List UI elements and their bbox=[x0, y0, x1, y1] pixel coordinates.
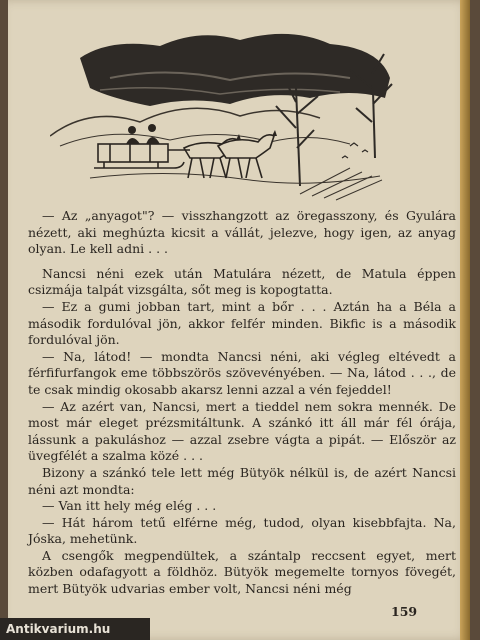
watermark-label: Antikvarium.hu bbox=[0, 618, 150, 640]
paragraph: A csengők megpendültek, a szántalp reccsent egyet, mert közben odafagyott a földhöz. Bütyök megemelte tornyos fövegét, mert Bütyök udvarias ember volt, Nancsi néni még bbox=[28, 547, 456, 597]
paragraph: — Van itt hely még elég . . . bbox=[42, 498, 217, 514]
paragraph: — Az „anyagot"? — visszhangzott az öregasszony, és Gyulára nézett, aki meghúzta kicsit a vállát, jelezve, hogy igen, az anyag olyan. Le kell adni . . . bbox=[28, 208, 456, 257]
paragraph: Bizony a szánkó tele lett még Bütyök nélkül is, de azért Nancsi néni azt mondta: bbox=[28, 464, 456, 497]
paragraph: Nancsi néni ezek után Matulára nézett, de Matula éppen csizmája talpát vizsgálta, sőt meg is kopogtatta. bbox=[28, 265, 456, 298]
paragraph: — Ez a gumi jobban tart, mint a bőr . . . Aztán ha a Béla a második fordulóval jön, akkor felfér minden. Bikfic is a második fordulóval jön. bbox=[28, 298, 456, 348]
book-page bbox=[8, 0, 470, 640]
paragraph: — Hát három tetű elférne még, tudod, olyan kisebbfajta. Na, Jóska, mehetünk. bbox=[28, 514, 456, 547]
sleigh-winter-illustration bbox=[50, 18, 400, 204]
page-gilded-edge bbox=[460, 0, 470, 640]
page-number: 159 bbox=[391, 604, 418, 619]
paragraph: — Na, látod! — mondta Nancsi néni, aki végleg eltévedt a férfifurfangok eme többszörös szövevényében. — Na, látod . . ., de te csak mindig okosabb akarsz lenni azzal a vén fejeddel! bbox=[28, 348, 456, 397]
body-text bbox=[28, 208, 456, 598]
paragraph: — Az azért van, Nancsi, mert a tieddel nem sokra mennék. De most már eleget prézsmitáltunk. A szánkó itt áll már fél órája, lássunk a pakuláshoz — azzal zsebre vágta a pipát. — Először az üvegfélét a szalma közé . . . bbox=[28, 398, 456, 464]
